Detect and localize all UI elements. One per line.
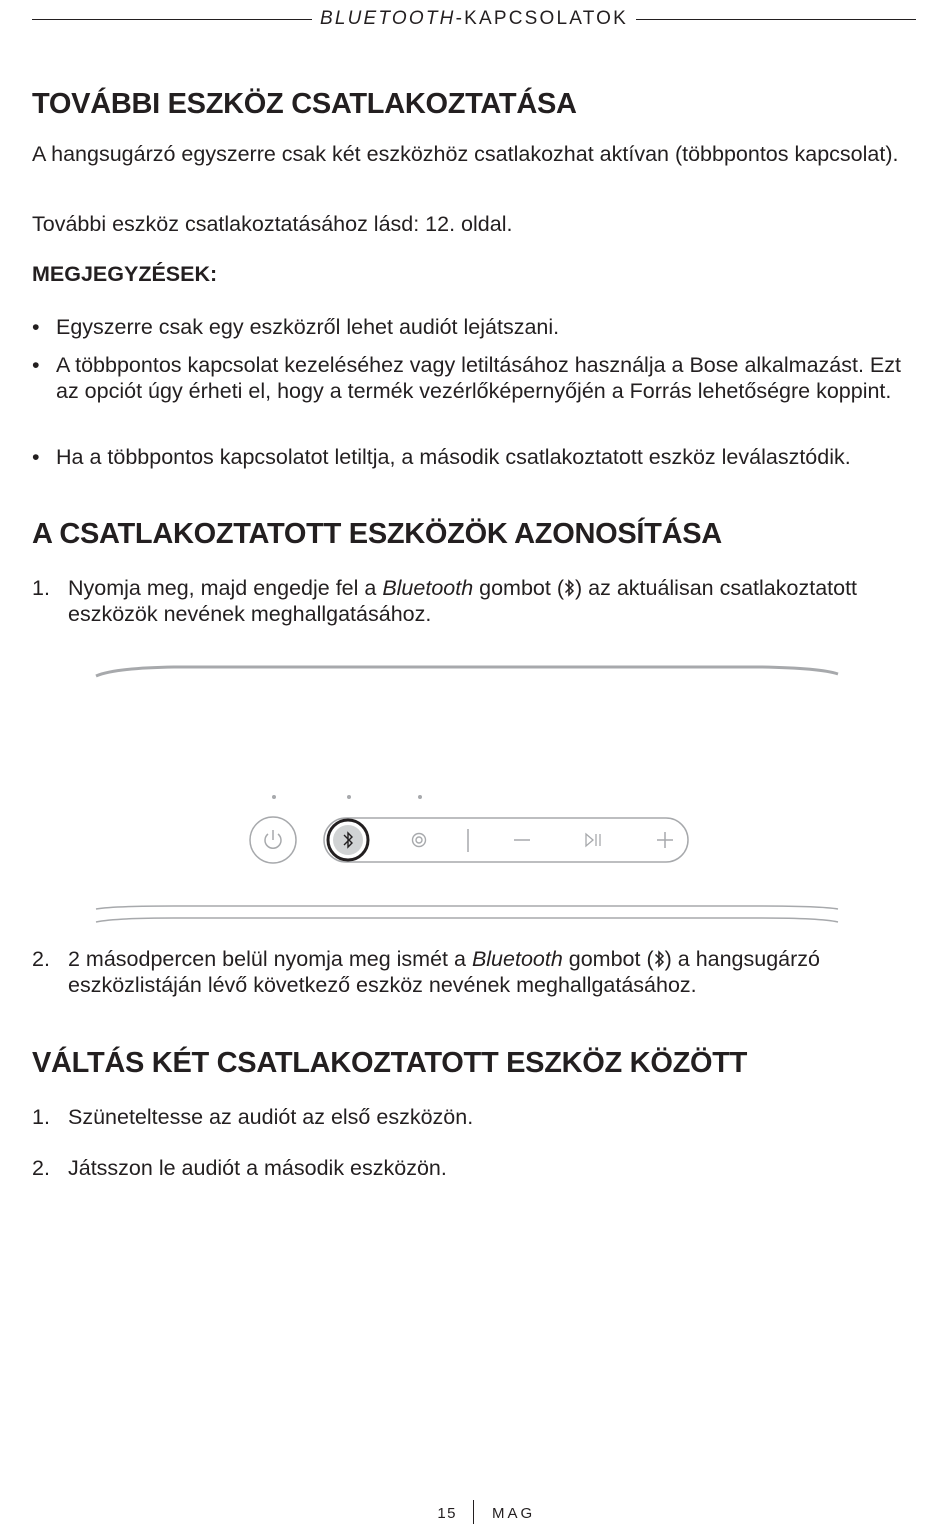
header-rule-left xyxy=(32,19,312,20)
speaker-top-edge xyxy=(96,667,838,676)
step-text-part: gombot ( xyxy=(473,576,564,600)
indicator-light xyxy=(272,795,276,799)
running-header xyxy=(32,7,916,31)
page-number: 15 xyxy=(437,1505,457,1522)
notes-label: MEGJEGYZÉSEK: xyxy=(32,262,218,286)
step-text: Játsszon le audiót a második eszközön. xyxy=(68,1156,447,1180)
paragraph-see-page: További eszköz csatlakoztatásához lásd: 12. oldal. xyxy=(32,212,513,236)
speaker-bottom-edge xyxy=(96,906,838,909)
step-text-italic: Bluetooth xyxy=(471,947,563,971)
power-button xyxy=(250,817,296,863)
step-text-part: Nyomja meg, majd engedje fel a xyxy=(68,576,383,600)
step-text-italic: Bluetooth xyxy=(382,576,474,600)
bluetooth-icon xyxy=(654,949,665,969)
indicator-light xyxy=(418,795,422,799)
note-text: Ha a többpontos kapcsolatot letiltja, a második csatlakoztatott eszköz leválasztódik. xyxy=(56,445,851,469)
bullet-dot: • xyxy=(32,353,40,377)
paragraph-multipoint: A hangsugárzó egyszerre csak két eszközhöz csatlakozhat aktívan (többpontos kapcsolat). xyxy=(32,142,899,166)
page-footer xyxy=(0,1500,950,1526)
step-number: 1. xyxy=(32,576,50,600)
speaker-top-illustration xyxy=(94,660,840,930)
bullet-dot: • xyxy=(32,315,40,339)
header-rule-right xyxy=(636,19,916,20)
speaker-bottom-edge-lower xyxy=(96,918,838,922)
header-title-italic: BLUETOOTH xyxy=(319,8,456,29)
step-text-part: ) az aktuálisan csatlakoztatott eszközök nevének meghallgatásához. xyxy=(68,576,858,626)
volume-up-icon xyxy=(657,832,673,848)
section-heading-switch-devices: VÁLTÁS KÉT CSATLAKOZTATOTT ESZKÖZ KÖZÖTT xyxy=(32,1047,748,1079)
footer-separator xyxy=(473,1500,474,1524)
bullet-dot: • xyxy=(32,445,40,469)
action-icon xyxy=(413,834,426,847)
section-heading-additional-device: TOVÁBBI ESZKÖZ CSATLAKOZTATÁSA xyxy=(32,88,577,120)
footer-model: MAG xyxy=(492,1505,536,1522)
play-pause-icon xyxy=(586,834,600,846)
power-icon xyxy=(265,830,281,848)
step-text-part: 2 másodpercen belül nyomja meg ismét a xyxy=(68,947,472,971)
step-text xyxy=(68,575,918,627)
control-strip xyxy=(324,818,688,862)
step-text-part: gombot ( xyxy=(562,947,654,971)
bluetooth-icon xyxy=(564,578,575,598)
note-text: A többpontos kapcsolat kezeléséhez vagy letiltásához használja a Bose alkalmazást. Ezt az opciót úgy érheti el, hogy a termék vezérlőképernyőjén a Forrás lehetőségre koppint. xyxy=(56,353,901,403)
step-number: 2. xyxy=(32,947,50,971)
bluetooth-button xyxy=(328,820,368,860)
step-text xyxy=(68,946,918,998)
indicator-light xyxy=(347,795,351,799)
step-text-part: ) a hangsugárzó eszközlistáján lévő következő eszköz nevének meghallgatásához. xyxy=(68,947,821,997)
step-number: 1. xyxy=(32,1105,50,1129)
note-text: Egyszerre csak egy eszközről lehet audiót lejátszani. xyxy=(56,315,560,339)
step-number: 2. xyxy=(32,1156,50,1180)
header-title xyxy=(312,8,636,30)
section-heading-identify-devices: A CSATLAKOZTATOTT ESZKÖZÖK AZONOSÍTÁSA xyxy=(32,518,722,550)
step-text: Szüneteltesse az audiót az első eszközön. xyxy=(68,1105,474,1129)
header-title-rest: -KAPCSOLATOK xyxy=(455,8,629,29)
